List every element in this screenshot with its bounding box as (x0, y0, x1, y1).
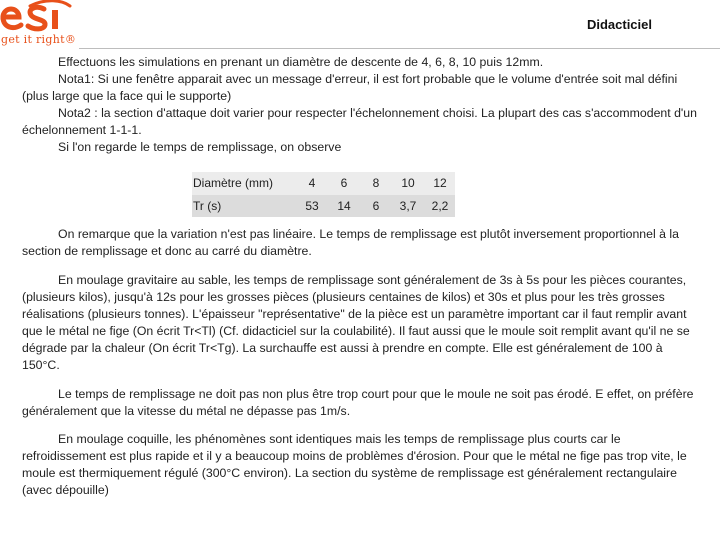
table-cell: 53 (295, 195, 327, 217)
results-table (192, 172, 455, 217)
document-body (22, 54, 702, 499)
table-cell: 2,2 (423, 195, 455, 217)
logo-tagline: get it right® (1, 33, 77, 46)
nota2-paragraph: Nota2 : la section d'attaque doit varier pour respecter l'échelonnement choisi. La plupart des cas s'accommodent d'un échelonnement 1-1-1. (22, 106, 697, 137)
table-cell: 12 (423, 172, 455, 195)
short-time-paragraph: Le temps de remplissage ne doit pas non plus être trop court pour que le moule ne soit pas érodé. E effet, on préfère généralement que la vitesse du métal ne dépasse pas 1m/s. (22, 387, 694, 418)
table-cell: 4 (295, 172, 327, 195)
page-title: Didacticiel (586, 17, 652, 32)
table-cell: 6 (327, 172, 359, 195)
table-cell: 3,7 (391, 195, 423, 217)
table-cell: 6 (359, 195, 391, 217)
intro-paragraph: Effectuons les simulations en prenant un diamètre de descente de 4, 6, 8, 10 puis 12mm. (58, 55, 544, 69)
nota1-paragraph: Nota1: Si une fenêtre apparait avec un message d'erreur, il est fort probable que le volume d'entrée soit mal défini (plus large que la face qui le supporte) (22, 72, 678, 103)
results-table-wrap (192, 172, 510, 217)
gravity-paragraph: En moulage gravitaire au sable, les temps de remplissage sont généralement de 3s à 5s pour les pièces courantes, (plusieurs kilos), jusqu'à 12s pour les grosses pièces (plusieurs centaines de kilos) et 30s et plus pour les très grosses réalisations (plusieurs tonnes). L'épaisseur "représentative" de la pièce est un paramètre important car il faut remplir avant que le métal ne fige (On écrit Tr<Tl) (Cf. didacticiel sur la coulabilité). Il faut aussi que le moule soit remplit avant qu'il ne se dégrade par la chaleur (On écrit Tr<Tg). La surchauffe est aussi à prendre en compte. Elle est généralement de 100 à 150°C. (22, 273, 690, 372)
table-cell: 8 (359, 172, 391, 195)
coquille-paragraph: En moulage coquille, les phénomènes sont identiques mais les temps de remplissage plus courts car le refroidissement est plus rapide et il y a beaucoup moins de problèmes d'érosion. Pour que le métal ne fige pas trop vite, le moule est thermiquement régulé (300°C environ). La section du système de remplissage est généralement rectangulaire (avec dépouille) (22, 432, 687, 497)
table-row-tr (192, 195, 455, 217)
header-divider (79, 48, 720, 49)
remark-paragraph: On remarque que la variation n'est pas linéaire. Le temps de remplissage est plutôt inversement proportionnel à la section de remplissage et donc au carré du diamètre. (22, 227, 679, 258)
observe-paragraph: Si l'on regarde le temps de remplissage, on observe (58, 140, 342, 154)
table-row-diameter (192, 172, 455, 195)
table-row-label: Tr (s) (192, 195, 295, 217)
table-row-label: Diamètre (mm) (192, 172, 295, 195)
table-cell: 10 (391, 172, 423, 195)
table-cell: 14 (327, 195, 359, 217)
